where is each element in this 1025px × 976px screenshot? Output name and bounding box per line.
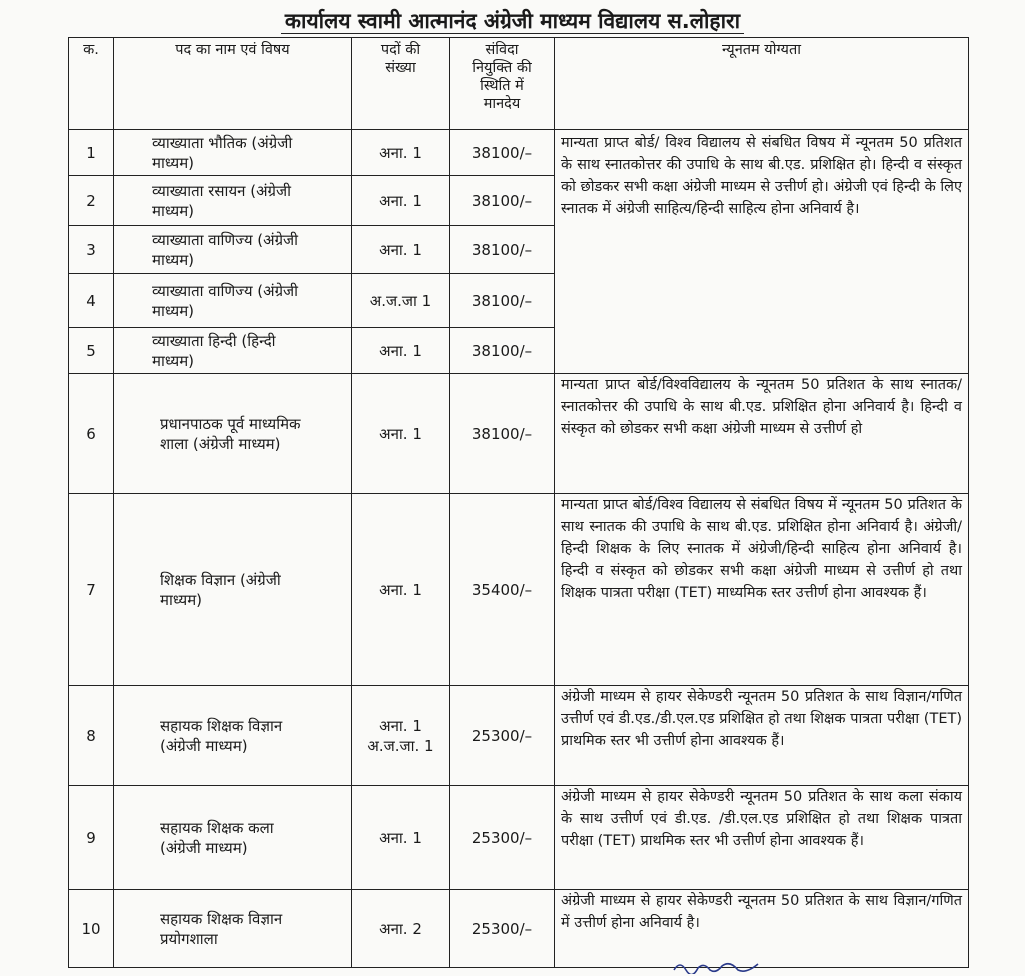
row-sno: 8 <box>69 686 114 786</box>
row-sno: 5 <box>69 328 114 374</box>
row-post <box>114 786 352 890</box>
row-pay: 25300/– <box>450 786 555 890</box>
row-post <box>114 130 352 176</box>
row-post <box>114 890 352 968</box>
title-text: कार्यालय स्वामी आत्मानंद अंग्रेजी माध्यम विद्यालय स.लोहारा <box>281 9 744 34</box>
row-post-line2: माध्यम) <box>152 250 195 269</box>
row-sno: 2 <box>69 176 114 226</box>
row-sno: 3 <box>69 226 114 274</box>
row-count: अना. 1 <box>352 176 450 226</box>
row-pay: 38100/– <box>450 328 555 374</box>
row-post <box>114 176 352 226</box>
row-count <box>352 686 450 786</box>
table-header-row <box>69 38 969 130</box>
table-row <box>69 494 969 686</box>
row-post-line1: व्याख्याता रसायन (अंग्रेजी <box>152 181 292 200</box>
row-count: अना. 1 <box>352 130 450 176</box>
qualification-row-10: अंग्रेजी माध्यम से हायर सेकेण्डरी न्यूनतम 50 प्रतिशत के साथ विज्ञान/गणित में उत्तीर्ण होना अनिवार्य है। <box>555 890 969 968</box>
row-pay: 25300/– <box>450 686 555 786</box>
row-post-line1: प्रधानपाठक पूर्व माध्यमिक <box>160 414 301 433</box>
table-row <box>69 686 969 786</box>
qualification-row-8: अंग्रेजी माध्यम से हायर सेकेण्डरी न्यूनतम 50 प्रतिशत के साथ विज्ञान/गणित उत्तीर्ण एवं डी.एड./डी.एल.एड प्रशिक्षित हो तथा शिक्षक पात्रता परीक्षा (TET) प्राथमिक स्तर भी उत्तीर्ण होना आवश्यक हैं। <box>555 686 969 786</box>
row-post-line2: माध्यम) <box>160 590 203 609</box>
row-sno: 10 <box>69 890 114 968</box>
document-title <box>0 6 1025 36</box>
row-post <box>114 328 352 374</box>
row-post-line1: व्याख्याता भौतिक (अंग्रेजी <box>152 133 293 152</box>
header-pay <box>450 38 555 130</box>
row-post-line1: व्याख्याता वाणिज्य (अंग्रेजी <box>152 230 299 249</box>
row-pay: 35400/– <box>450 494 555 686</box>
row-post-line1: शिक्षक विज्ञान (अंग्रेजी <box>160 570 281 589</box>
row-post-line2: माध्यम) <box>152 301 195 320</box>
qualification-row-6: मान्यता प्राप्त बोर्ड/विश्वविद्यालय के न्यूनतम 50 प्रतिशत के साथ स्नातक/स्नातकोत्तर की उपाधि के साथ बी.एड. प्रशिक्षित होना अनिवार्य है। हिन्दी व संस्कृत को छोडकर सभी कक्षा अंग्रेजी माध्यम से उत्तीर्ण हो <box>555 374 969 494</box>
header-pay-line3: स्थिति में <box>480 78 524 94</box>
row-sno: 6 <box>69 374 114 494</box>
row-sno: 7 <box>69 494 114 686</box>
table-row <box>69 374 969 494</box>
row-post <box>114 226 352 274</box>
row-count: अना. 1 <box>352 226 450 274</box>
header-qualification: न्यूनतम योग्यता <box>555 38 969 130</box>
row-post-line2: (अंग्रेजी माध्यम) <box>160 838 248 857</box>
qualification-rows-1-5: मान्यता प्राप्त बोर्ड/ विश्व विद्यालय से संबधित विषय में न्यूनतम 50 प्रतिशत के साथ स्नातकोत्तर की उपाधि के साथ बी.एड. प्रशिक्षित हो। हिन्दी व संस्कृत को छोडकर सभी कक्षा अंग्रेजी माध्यम से उत्तीर्ण हो। अंग्रेजी एवं हिन्दी के लिए स्नातक में अंग्रेजी साहित्य/हिन्दी साहित्य होना अनिवार्य है। <box>555 130 969 374</box>
row-sno: 9 <box>69 786 114 890</box>
row-post-line1: व्याख्याता हिन्दी (हिन्दी <box>152 331 276 350</box>
row-post <box>114 494 352 686</box>
row-sno: 4 <box>69 274 114 328</box>
row-count: अना. 1 <box>352 328 450 374</box>
row-pay: 38100/– <box>450 176 555 226</box>
row-post-line2: माध्यम) <box>152 201 195 220</box>
row-count: अना. 1 <box>352 786 450 890</box>
header-sno: क. <box>69 38 114 130</box>
row-post <box>114 274 352 328</box>
header-count-line2: संख्या <box>385 60 416 76</box>
row-count: अना. 1 <box>352 374 450 494</box>
header-post: पद का नाम एवं विषय <box>114 38 352 130</box>
header-count <box>352 38 450 130</box>
row-pay: 38100/– <box>450 226 555 274</box>
row-post-line1: सहायक शिक्षक कला <box>160 818 274 837</box>
table-row <box>69 786 969 890</box>
signature-mark <box>672 958 762 974</box>
row-post-line2: माध्यम) <box>152 153 195 172</box>
table-row <box>69 890 969 968</box>
row-count: अना. 2 <box>352 890 450 968</box>
row-count-line1: अना. 1 <box>379 716 422 735</box>
row-post-line2: प्रयोगशाला <box>160 929 218 948</box>
row-pay: 25300/– <box>450 890 555 968</box>
vacancy-table <box>68 37 969 968</box>
row-post <box>114 686 352 786</box>
qualification-row-7: मान्यता प्राप्त बोर्ड/विश्व विद्यालय से संबधित विषय में न्यूनतम 50 प्रतिशत के साथ स्नातक की उपाधि के साथ बी.एड. प्रशिक्षित होना अनिवार्य है। अंग्रेजी/हिन्दी शिक्षक के लिए स्नातक में अंग्रेजी/हिन्दी साहित्य होना अनिवार्य है। हिन्दी व संस्कृत को छोडकर सभी कक्षा अंग्रेजी माध्यम से उत्तीर्ण हो तथा शिक्षक पात्रता परीक्षा (TET) माध्यमिक स्तर उत्तीर्ण होना आवश्यक हैं। <box>555 494 969 686</box>
row-sno: 1 <box>69 130 114 176</box>
header-pay-line1: संविदा <box>485 42 519 58</box>
row-pay: 38100/– <box>450 374 555 494</box>
qualification-row-9: अंग्रेजी माध्यम से हायर सेकेण्डरी न्यूनतम 50 प्रतिशत के साथ कला संकाय के साथ उत्तीर्ण एवं डी.एड. /डी.एल.एड प्रशिक्षित हो तथा शिक्षक पात्रता परीक्षा (TET) प्राथमिक स्तर भी उत्तीर्ण होना आवश्यक हैं। <box>555 786 969 890</box>
table-row <box>69 130 969 176</box>
row-post-line2: शाला (अंग्रेजी माध्यम) <box>160 434 281 453</box>
row-post-line2: (अंग्रेजी माध्यम) <box>160 736 248 755</box>
row-pay: 38100/– <box>450 130 555 176</box>
row-post-line2: माध्यम) <box>152 351 195 370</box>
header-count-line1: पदों की <box>380 42 421 58</box>
row-post-line1: सहायक शिक्षक विज्ञान <box>160 716 283 735</box>
row-count: अना. 1 <box>352 494 450 686</box>
row-post <box>114 374 352 494</box>
header-pay-line2: नियुक्ति की <box>472 60 532 76</box>
row-post-line1: सहायक शिक्षक विज्ञान <box>160 909 283 928</box>
row-count: अ.ज.जा 1 <box>352 274 450 328</box>
row-post-line1: व्याख्याता वाणिज्य (अंग्रेजी <box>152 281 299 300</box>
header-pay-line4: मानदेय <box>483 96 521 112</box>
row-count-line2: अ.ज.जा. 1 <box>367 736 434 755</box>
row-pay: 38100/– <box>450 274 555 328</box>
